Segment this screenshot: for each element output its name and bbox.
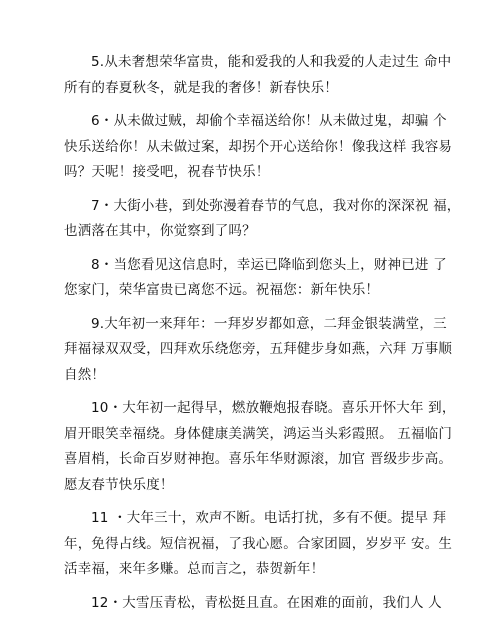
- document-page: [64, 50, 461, 624]
- text-line: 喜眉梢，长命百岁财神抱。喜乐年华财源滚，加官 晋级步步高。: [64, 451, 453, 467]
- text-line: 也洒落在其中，你觉察到了吗？: [64, 223, 256, 239]
- text-line: 拜福禄双双受，四拜欢乐绕您旁，五拜健步身如燕，六拜 万事顺: [64, 341, 453, 357]
- greeting-paragraph-8: [64, 253, 454, 304]
- text-line: 您家门，荣华富贵已离您不远。祝福您：新年快乐！: [64, 282, 380, 298]
- text-line: 8・当您看见这信息时，幸运已降临到您头上，财神已进 了: [91, 256, 447, 273]
- text-line: 眉开眼笑幸福绕。身体健康美满笑，鸿运当头彩霞照。 五福临门: [64, 425, 453, 442]
- text-line: 7・大街小巷，到处弥漫着春节的气息，我对你的深深祝 福，: [91, 197, 461, 214]
- text-line: 10・大年初一起得早，燃放鞭炮报春晓。喜乐开怀大年 到，: [91, 400, 456, 416]
- text-line: 活幸福，来年多赚。总而言之，恭贺新年！: [64, 561, 325, 577]
- text-line: 11 ・大年三十，欢声不断。电话打扰，多有不便。提早 拜: [91, 510, 447, 526]
- greeting-paragraph-5: [64, 50, 454, 101]
- text-line: 愿友春节快乐度！: [64, 476, 174, 493]
- text-line: 所有的春夏秋冬，就是我的奢侈！新春快乐！: [64, 79, 338, 96]
- greeting-paragraph-9: [64, 312, 454, 389]
- text-line: 9.大年初一来拜年：一拜岁岁都如意，二拜金银装满堂，三: [91, 315, 447, 332]
- greeting-paragraph-7: [64, 194, 461, 245]
- text-line: 12・大雪压青松，青松挺且直。在困难的面前，我们人 人: [91, 594, 442, 611]
- text-line: 5.从未奢想荣华富贵，能和爱我的人和我爱的人走过生 命中: [91, 54, 452, 70]
- greeting-paragraph-6: [64, 109, 454, 186]
- text-line: 快乐送给你！从未做过案，却拐个开心送给你！像我这样 我容易: [64, 138, 453, 155]
- text-line: 吗？天呢！接受吧，祝春节快乐！: [64, 164, 270, 180]
- text-line: 自然！: [64, 366, 106, 383]
- greeting-paragraph-10: [64, 396, 454, 498]
- text-line: 6・从未做过贼，却偷个幸福送给你！从未做过鬼，却骗 个: [91, 113, 447, 129]
- text-line: 年，免得占线。短信祝福，了我心愿。合家团圆，岁岁平 安。生: [64, 535, 453, 552]
- greeting-paragraph-12: [64, 591, 454, 617]
- greeting-paragraph-11: [64, 506, 454, 583]
